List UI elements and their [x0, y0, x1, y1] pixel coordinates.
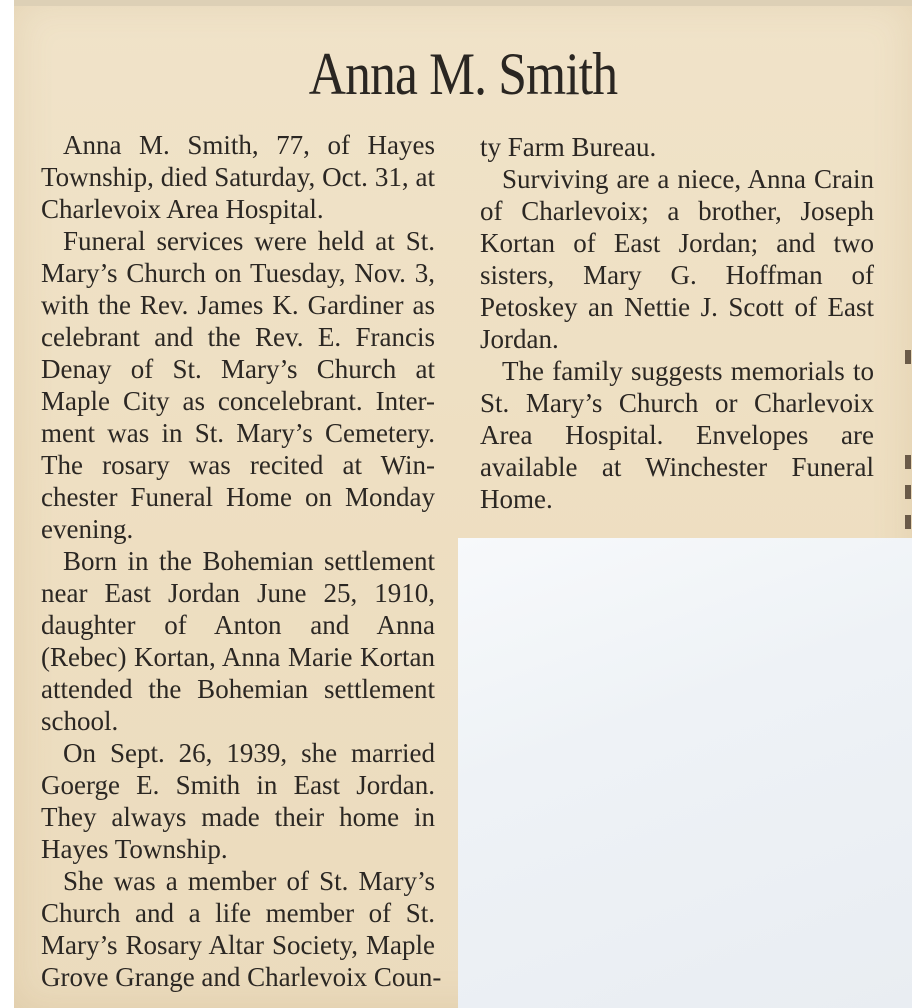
text-line: Hayes Township.: [41, 834, 228, 864]
text-line: Born in the Bohemian settlement: [63, 546, 435, 576]
paragraph: [41, 865, 442, 993]
text-line: daughter of Anton and Anna: [41, 610, 435, 640]
text-line: Grove Grange and Charlevoix Coun-: [41, 962, 442, 992]
text-line: Denay of St. Mary’s Church at: [41, 354, 435, 384]
text-line: She was a member of St. Mary’s: [63, 866, 435, 896]
edge-mark: [905, 350, 911, 364]
text-line: Goerge E. Smith in East Jordan.: [41, 770, 435, 800]
text-line: sisters, Mary G. Hoffman of: [480, 260, 874, 290]
text-line: They always made their home in: [41, 802, 435, 832]
text-line: celebrant and the Rev. E. Francis: [41, 322, 435, 352]
text-line: school.: [41, 706, 119, 736]
text-line: Church and a life member of St.: [41, 898, 435, 928]
paragraph: [41, 737, 435, 865]
text-line: Jordan.: [480, 324, 559, 354]
text-line: available at Winchester Funeral: [480, 452, 874, 482]
paragraph: [480, 131, 874, 163]
text-line: Mary’s Rosary Altar Society, Maple: [41, 930, 435, 960]
paragraph: [41, 225, 435, 545]
text-line: evening.: [41, 514, 134, 544]
text-line: Maple City as concelebrant. Inter-: [41, 386, 435, 416]
text-line: Charlevoix Area Hospital.: [41, 194, 324, 224]
text-line: (Rebec) Kortan, Anna Marie Kortan: [41, 642, 435, 672]
paragraph: [41, 545, 435, 737]
edge-mark: [905, 515, 911, 529]
text-line: Area Hospital. Envelopes are: [480, 420, 874, 450]
text-line: Township, died Saturday, Oct. 31, at: [41, 162, 435, 192]
text-line: of Charlevoix; a brother, Joseph: [480, 196, 874, 226]
clipping-top-edge: [14, 0, 912, 6]
paragraph: [480, 163, 874, 355]
paragraph: [41, 129, 435, 225]
text-line: Petoskey an Nettie J. Scott of East: [480, 292, 874, 322]
text-line: Kortan of East Jordan; and two: [480, 228, 874, 258]
text-line: ty Farm Bureau.: [480, 132, 657, 162]
obituary-headline: Anna M. Smith: [308, 41, 618, 107]
text-line: attended the Bohemian settlement: [41, 674, 435, 704]
article-column-right: [480, 131, 874, 515]
covering-paper-patch: [458, 538, 912, 1008]
text-line: ment was in St. Mary’s Cemetery.: [41, 418, 435, 448]
text-line: with the Rev. James K. Gardiner as: [41, 290, 435, 320]
edge-mark: [905, 485, 911, 499]
text-line: Surviving are a niece, Anna Crain: [502, 164, 874, 194]
article-column-left: [41, 129, 442, 993]
text-line: Funeral services were held at St.: [63, 226, 435, 256]
text-line: near East Jordan June 25, 1910,: [41, 578, 435, 608]
text-line: On Sept. 26, 1939, she married: [63, 738, 435, 768]
text-line: Anna M. Smith, 77, of Hayes: [63, 130, 435, 160]
edge-mark: [905, 455, 911, 469]
text-line: The rosary was recited at Win-: [41, 450, 435, 480]
paragraph: [480, 355, 874, 515]
text-line: Home.: [480, 484, 553, 514]
text-line: Mary’s Church on Tuesday, Nov. 3,: [41, 258, 435, 288]
text-line: chester Funeral Home on Monday: [41, 482, 435, 512]
text-line: St. Mary’s Church or Charlevoix: [480, 388, 874, 418]
text-line: The family suggests memorials to: [502, 356, 874, 386]
